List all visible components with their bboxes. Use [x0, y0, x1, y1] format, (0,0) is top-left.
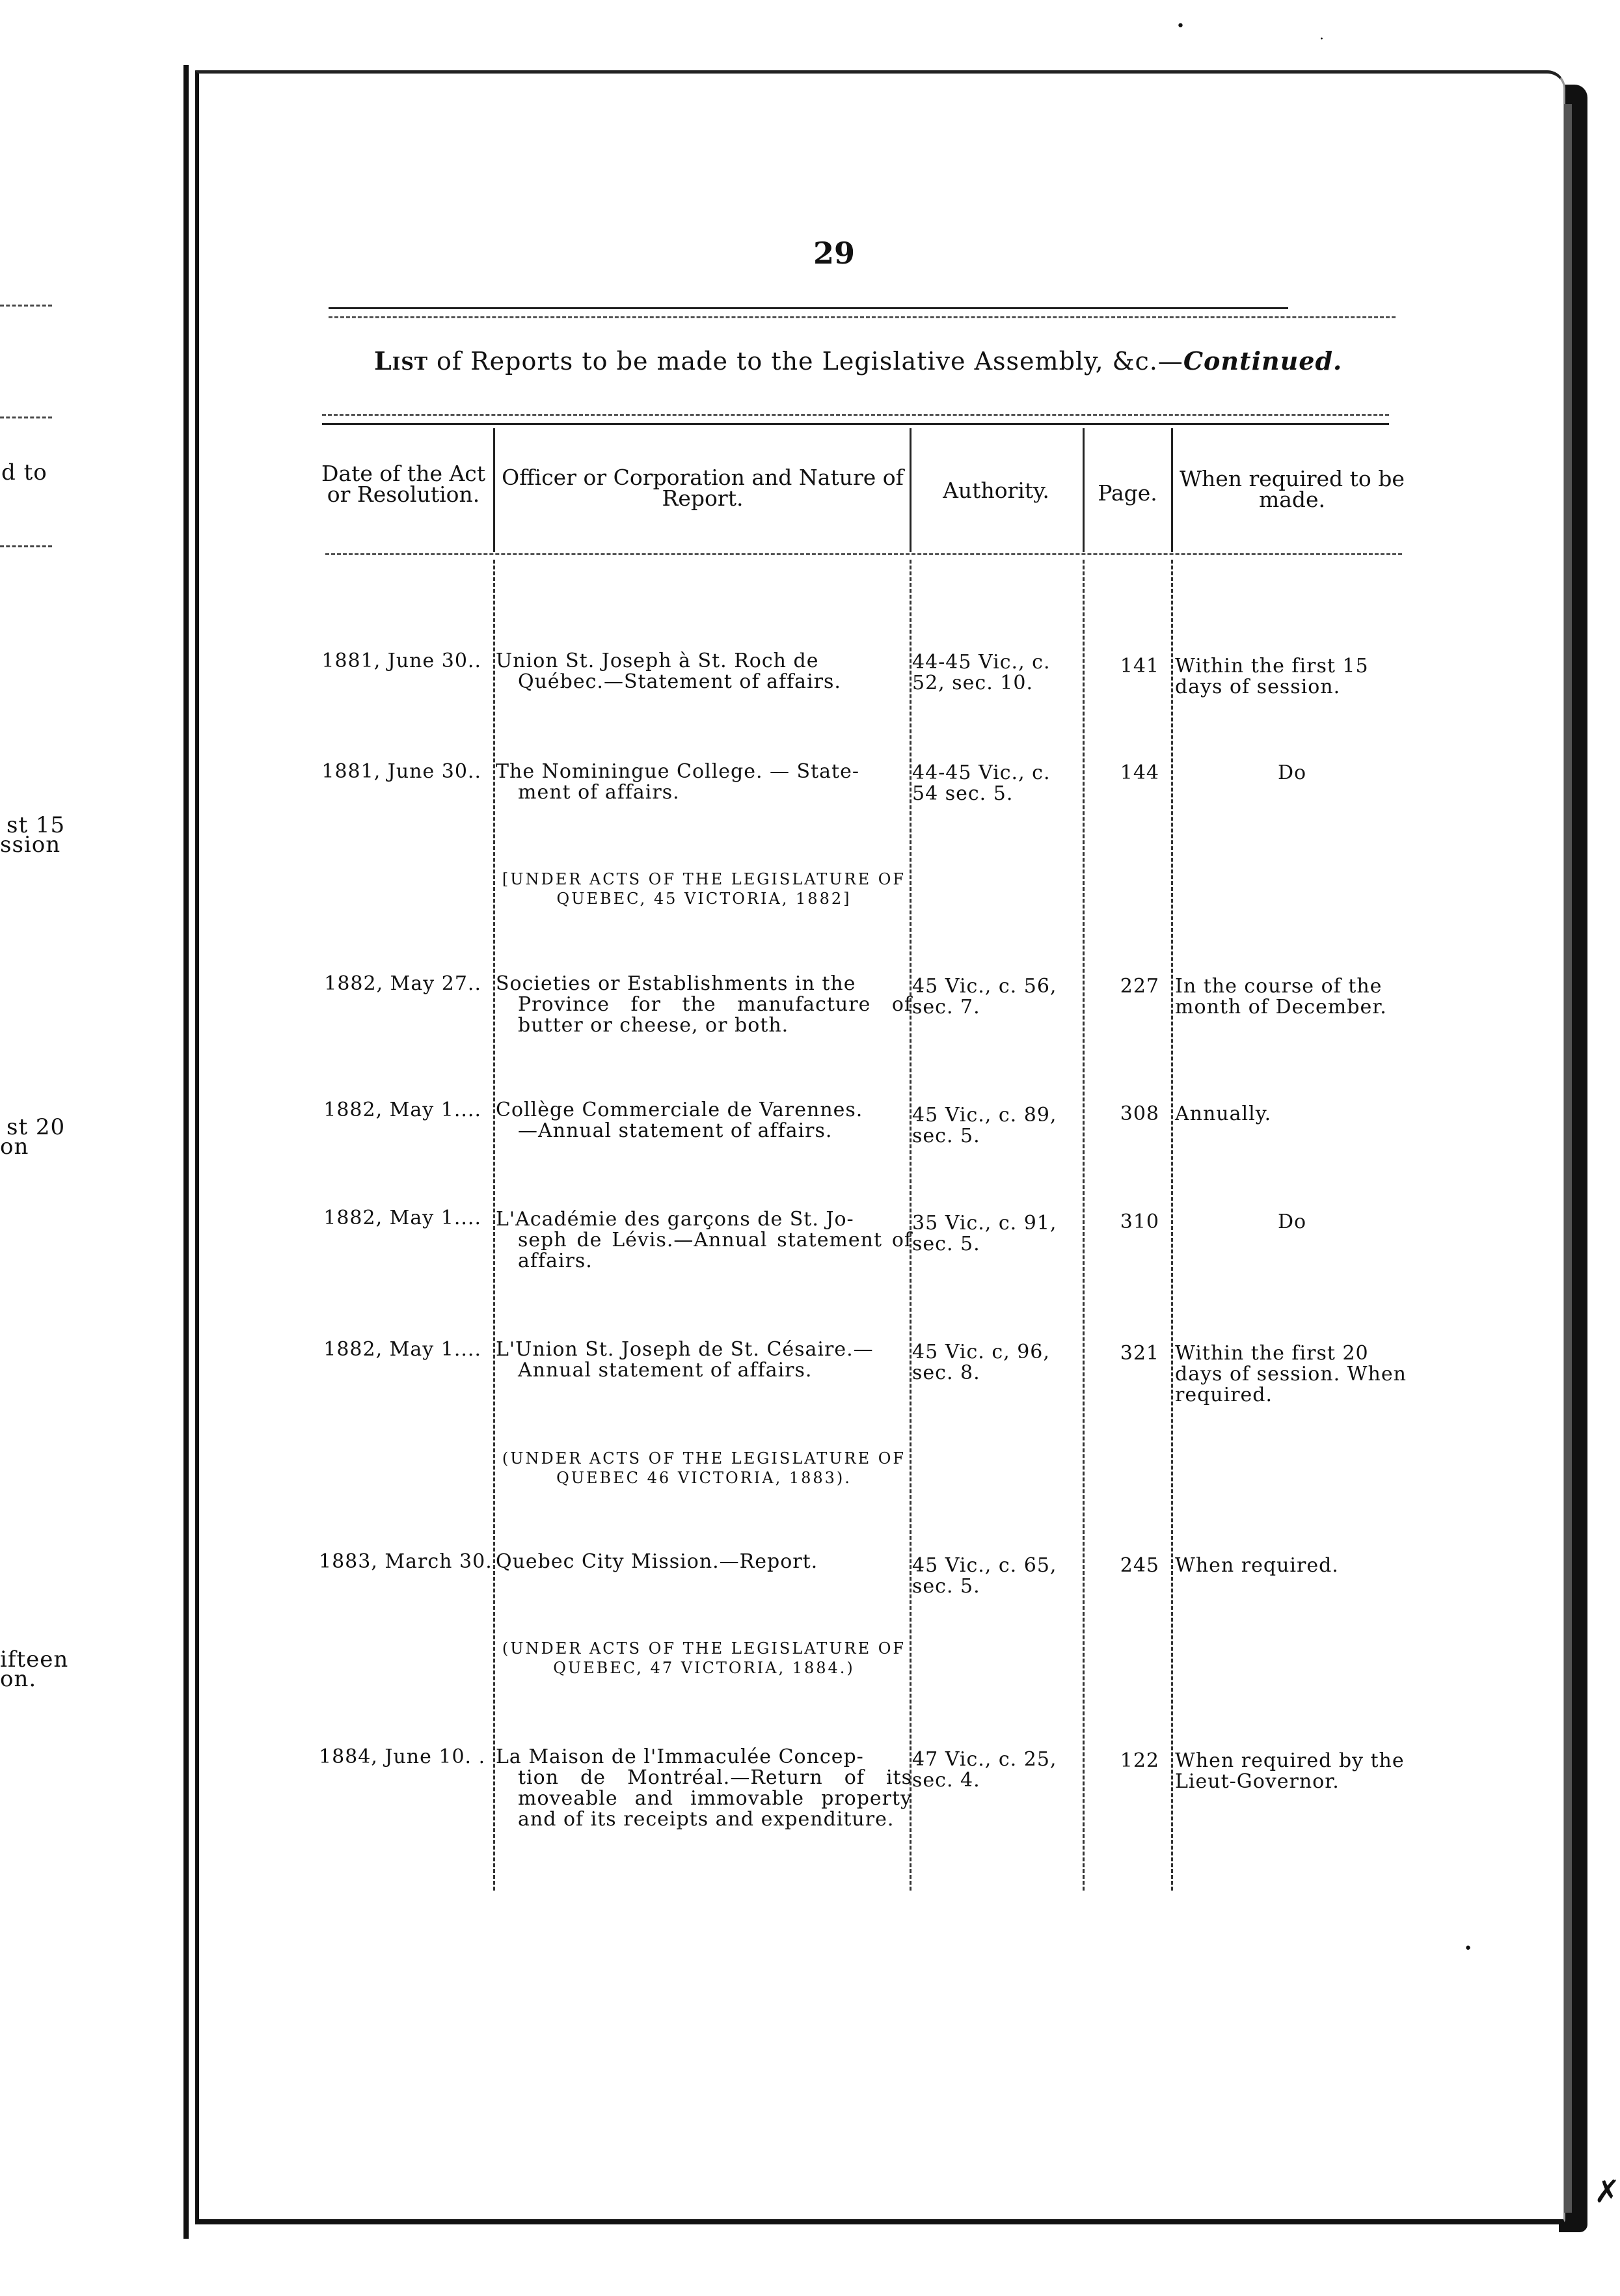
page-edge-inner [1564, 104, 1572, 2213]
top-rule-dashed [329, 316, 1396, 318]
row-authority: 35 Vic., c. 91, sec. 5. [912, 1212, 1057, 1255]
row-date: 1882, May 1.... [323, 1338, 481, 1361]
row-officer: The Nominingue College. — State- ment of affairs. [496, 760, 859, 804]
column-divider [1171, 560, 1173, 1891]
row-when: Do [1277, 1210, 1307, 1233]
row-page: 308 [1120, 1102, 1159, 1125]
row-officer: La Maison de l'Immaculée Concep- tion de Montréal.—Return of its moveable and immovable property and of its receipts and expenditure. [496, 1745, 912, 1831]
row-officer: L'Académie des garçons de St. Jo- seph de Lévis.—Annual statement of affairs. [496, 1208, 912, 1272]
column-divider [1171, 428, 1173, 552]
left-fragment: on. [0, 1666, 37, 1692]
column-divider [493, 428, 495, 552]
row-date: 1881, June 30.. [321, 649, 481, 672]
header-officer: Officer or Corporation and Nature of Report. [502, 465, 904, 511]
header-date: Date of the Act or Resolution. [321, 461, 486, 507]
header-authority: Authority. [943, 478, 1049, 503]
row-officer: Societies or Establishments in the Province for the manufacture of butter or cheese, or both. [496, 972, 912, 1037]
page-number: 29 [813, 236, 856, 271]
row-authority: 45 Vic. c, 96, sec. 8. [912, 1341, 1050, 1384]
row-page: 310 [1120, 1210, 1159, 1233]
title-continued: Continued. [1183, 346, 1343, 376]
page-gutter [183, 65, 189, 2239]
column-divider [910, 428, 911, 552]
corner-mark: ✗ [1594, 2174, 1620, 2210]
left-fragment: st 15 [7, 812, 66, 838]
row-when: Within the first 20 days of session. When required. [1175, 1342, 1407, 1406]
document-page [195, 70, 1565, 2224]
row-date: 1881, June 30.. [321, 760, 481, 783]
left-rule [0, 417, 52, 418]
column-divider [493, 560, 495, 1891]
left-page-fragment [0, 65, 189, 2239]
column-divider [1083, 428, 1085, 552]
left-fragment: d to [1, 459, 47, 485]
row-when: Annually. [1175, 1102, 1272, 1125]
row-officer: L'Union St. Joseph de St. Césaire.— Annual statement of affairs. [496, 1338, 874, 1382]
row-authority: 45 Vic., c. 65, sec. 5. [912, 1554, 1057, 1598]
left-fragment: st 20 [7, 1114, 66, 1140]
left-fragment: ssion [0, 832, 61, 858]
row-page: 227 [1120, 975, 1159, 998]
row-date: 1884, June 10. . [319, 1745, 486, 1768]
row-when: Within the first 15 days of session. [1175, 655, 1369, 698]
left-fragment: ifteen [0, 1647, 69, 1673]
row-authority: 45 Vic., c. 89, sec. 5. [912, 1104, 1057, 1147]
speck: · [1319, 31, 1324, 48]
top-rule [329, 307, 1288, 309]
row-page: 245 [1120, 1554, 1159, 1577]
row-page: 122 [1120, 1749, 1159, 1772]
section-heading: [UNDER ACTS OF THE LEGISLATURE OF QUEBEC, 45 VICTORIA, 1882] [502, 870, 906, 908]
header-rule-top-solid [322, 423, 1389, 425]
row-when: When required by the Lieut-Governor. [1175, 1749, 1405, 1793]
title-main: of Reports to be made to the Legislative Assembly, &c.— [437, 347, 1183, 376]
row-authority: 47 Vic., c. 25, sec. 4. [912, 1748, 1057, 1792]
column-divider [1083, 560, 1085, 1891]
row-authority: 45 Vic., c. 56, sec. 7. [912, 975, 1057, 1018]
title-list: List [374, 346, 428, 376]
row-page: 321 [1120, 1342, 1159, 1365]
row-date: 1882, May 27.. [324, 972, 481, 995]
row-when: In the course of the month of December. [1175, 975, 1387, 1018]
left-rule [0, 305, 52, 307]
header-page: Page. [1098, 480, 1157, 506]
row-officer: Collège Commerciale de Varennes. —Annual statement of affairs. [496, 1099, 863, 1142]
row-date: 1882, May 1.... [323, 1099, 481, 1121]
table-title [374, 346, 1342, 376]
header-rule-top [322, 414, 1389, 416]
row-officer: Quebec City Mission.—Report. [496, 1550, 818, 1573]
row-authority: 44-45 Vic., c. 54 sec. 5. [912, 761, 1051, 805]
header-rule-bottom [325, 553, 1402, 555]
left-fragment: on [0, 1134, 29, 1160]
row-authority: 44-45 Vic., c. 52, sec. 10. [912, 651, 1051, 694]
row-date: 1882, May 1.... [323, 1207, 481, 1229]
section-heading: (UNDER ACTS OF THE LEGISLATURE OF QUEBEC, 47 VICTORIA, 1884.) [502, 1639, 906, 1677]
speck: • [1464, 1941, 1472, 1957]
left-rule [0, 545, 52, 547]
row-date: 1883, March 30. [319, 1550, 493, 1573]
row-officer: Union St. Joseph à St. Roch de Québec.—Statement of affairs. [496, 649, 841, 693]
row-page: 141 [1120, 655, 1159, 677]
speck: • [1176, 18, 1185, 34]
section-heading: (UNDER ACTS OF THE LEGISLATURE OF QUEBEC 46 VICTORIA, 1883). [502, 1449, 906, 1487]
row-when: When required. [1175, 1554, 1339, 1577]
row-page: 144 [1120, 761, 1159, 784]
header-when: When required to be made. [1180, 466, 1405, 512]
row-when: Do [1277, 761, 1307, 784]
